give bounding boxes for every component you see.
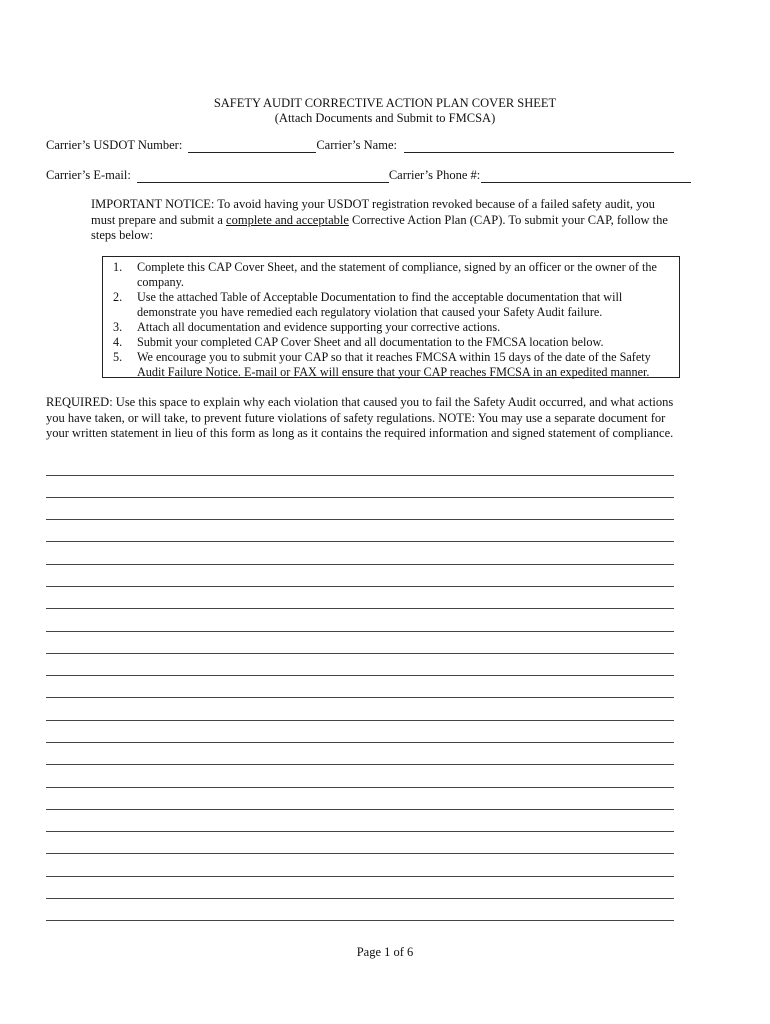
writing-line[interactable]	[46, 898, 674, 899]
step-text: Complete this CAP Cover Sheet, and the statement of compliance, signed by an officer or the owner of the company.	[137, 260, 657, 289]
email-phone-row	[46, 167, 678, 183]
writing-line[interactable]	[46, 697, 674, 698]
step-number: 1.	[113, 260, 123, 274]
step-number: 3.	[113, 320, 123, 334]
usdot-label: Carrier’s USDOT Number:	[46, 138, 183, 152]
page-number: Page 1 of 6	[356, 945, 414, 959]
notice-text-1: IMPORTANT NOTICE: To avoid having your USDOT registration revoked because of a failed safety audit, you must prepare and submit a	[91, 197, 655, 227]
step-text: Submit your completed CAP Cover Sheet and all documentation to the FMCSA location below.	[137, 335, 604, 349]
list-item	[111, 350, 673, 380]
important-notice	[91, 197, 681, 244]
writing-line[interactable]	[46, 764, 674, 765]
step-number: 5.	[113, 350, 123, 364]
writing-line[interactable]	[46, 586, 674, 587]
notice-underlined-text: complete and acceptable	[226, 212, 349, 227]
carrier-name-field[interactable]	[404, 140, 674, 153]
writing-line[interactable]	[46, 742, 674, 743]
phone-label: Carrier’s Phone #:	[388, 168, 481, 182]
email-field[interactable]	[137, 170, 389, 183]
steps-list	[111, 260, 673, 380]
step-text: Use the attached Table of Acceptable Documentation to find the acceptable documentation that will demonstrate you have remedied each regulatory violation that caused your Safety Audit failure.	[137, 290, 623, 319]
page-subtitle: (Attach Documents and Submit to FMCSA)	[274, 111, 496, 125]
writing-line[interactable]	[46, 631, 674, 632]
writing-line[interactable]	[46, 853, 674, 854]
writing-line[interactable]	[46, 497, 674, 498]
step-text: We encourage you to submit your CAP so that it reaches FMCSA within 15 days of the date of the Safety Audit Failure Notice. E-mail or FAX will ensure that your CAP reaches FMCSA in an expedited manner.	[137, 350, 651, 379]
writing-line[interactable]	[46, 920, 674, 921]
writing-line[interactable]	[46, 831, 674, 832]
writing-line[interactable]	[46, 541, 674, 542]
step-text: Attach all documentation and evidence supporting your corrective actions.	[137, 320, 501, 334]
list-item	[111, 335, 673, 350]
list-item	[111, 260, 673, 290]
writing-line[interactable]	[46, 809, 674, 810]
usdot-name-row	[46, 137, 678, 153]
writing-line[interactable]	[46, 519, 674, 520]
step-number: 4.	[113, 335, 123, 349]
notice-text-2: Corrective Action Plan (CAP). To submit your CAP, follow the steps below:	[91, 212, 668, 242]
writing-line[interactable]	[46, 787, 674, 788]
writing-line[interactable]	[46, 475, 674, 476]
writing-line[interactable]	[46, 608, 674, 609]
list-item	[111, 320, 673, 335]
required-instructions: REQUIRED: Use this space to explain why each violation that caused you to fail the Safety Audit occurred, and what actions you have taken, or will take, to prevent future violations of safety regulations. NOTE: You may use a separate document for your written statement in lieu of this form as long as it contains the required information and signed statement of compliance.	[46, 395, 674, 440]
email-label: Carrier’s E-mail:	[46, 168, 131, 182]
list-item	[111, 290, 673, 320]
page-title: SAFETY AUDIT CORRECTIVE ACTION PLAN COVER SHEET	[213, 96, 557, 110]
writing-line[interactable]	[46, 564, 674, 565]
writing-line[interactable]	[46, 876, 674, 877]
step-number: 2.	[113, 290, 123, 304]
writing-line[interactable]	[46, 720, 674, 721]
steps-box	[102, 256, 680, 378]
phone-field[interactable]	[481, 170, 691, 183]
writing-line[interactable]	[46, 653, 674, 654]
carrier-name-label: Carrier’s Name:	[316, 138, 397, 152]
writing-line[interactable]	[46, 675, 674, 676]
usdot-number-field[interactable]	[188, 140, 316, 153]
